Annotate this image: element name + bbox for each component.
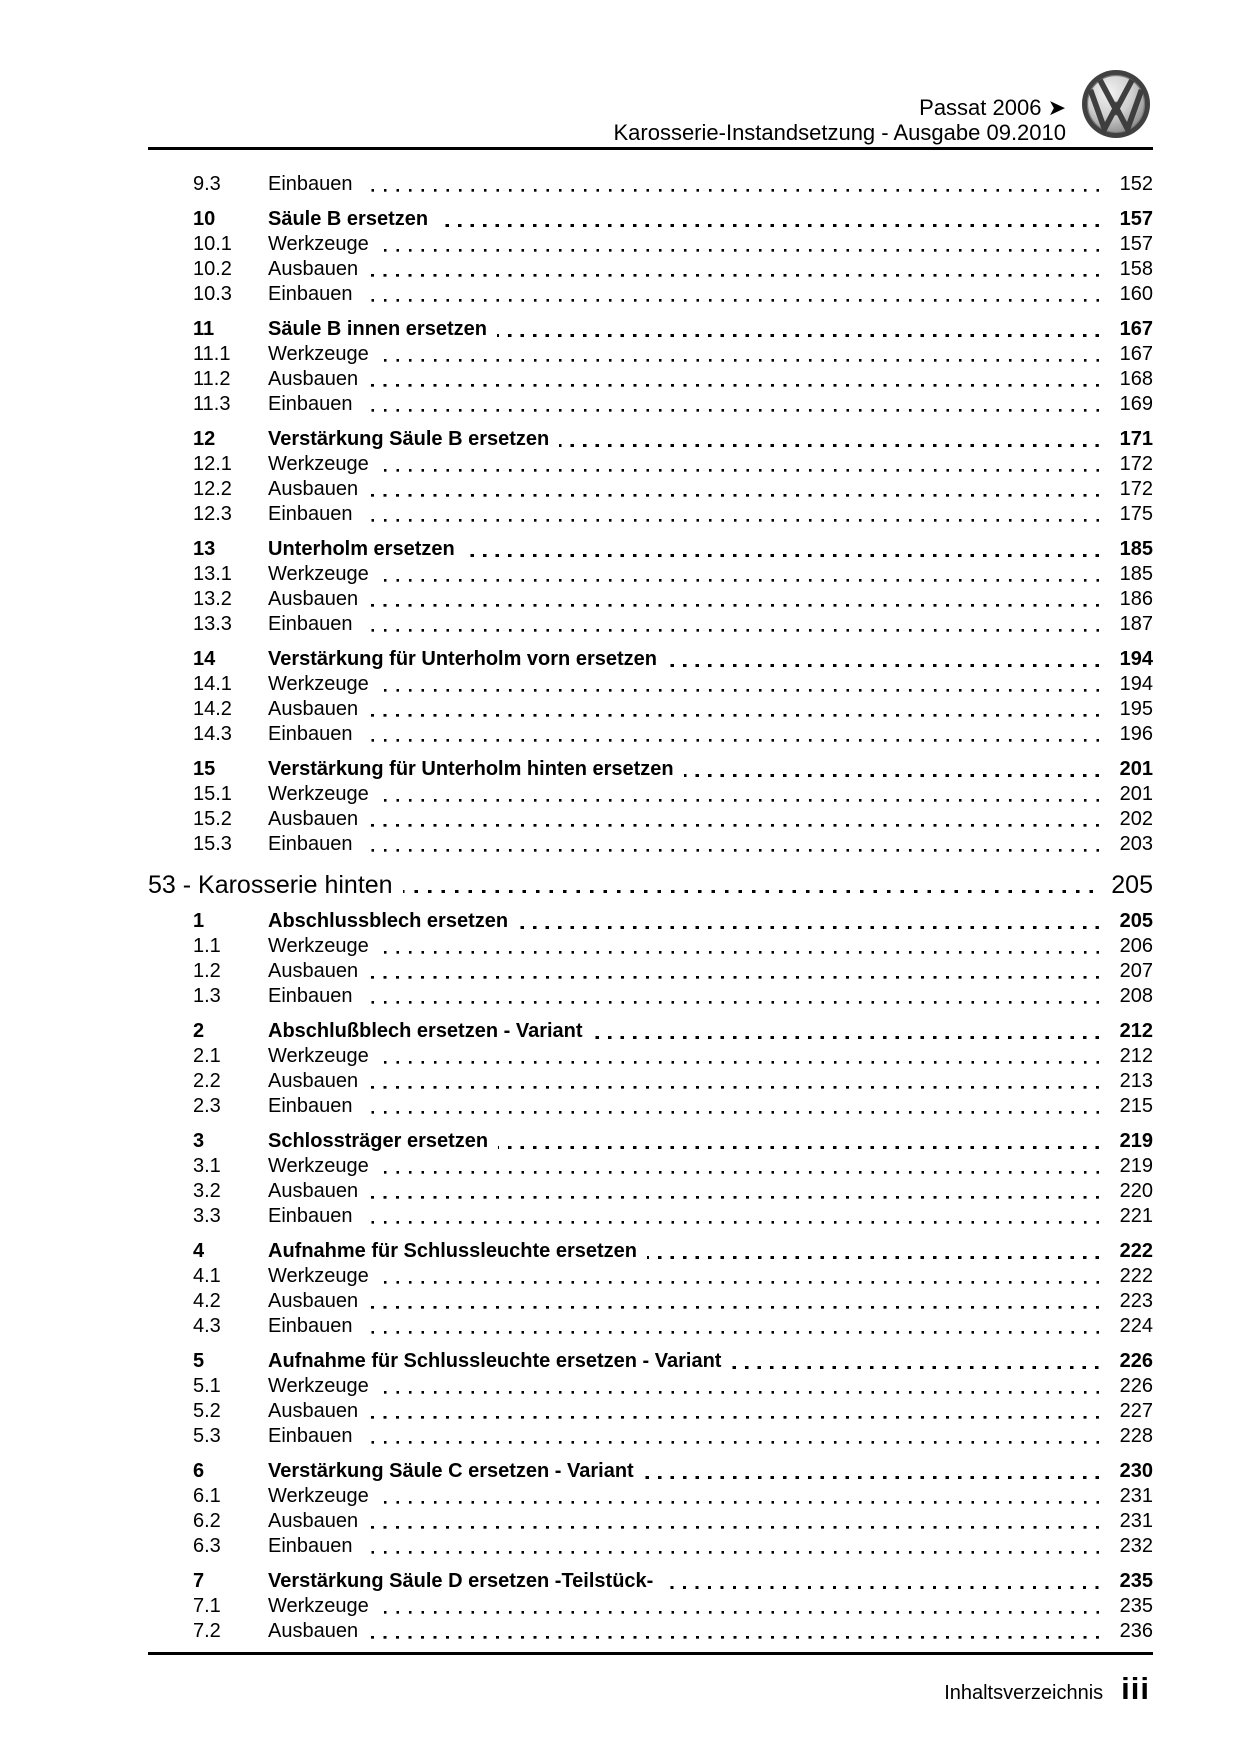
dot-leader: [379, 1484, 1099, 1509]
dot-leader: [363, 392, 1099, 417]
dot-leader: [368, 587, 1099, 612]
toc-entry-label: Werkzeuge: [268, 563, 369, 585]
toc-row: [148, 562, 1153, 587]
toc-row: [148, 282, 1153, 307]
toc-entry-page: 175: [1119, 503, 1153, 525]
dot-leader: [379, 1594, 1099, 1619]
toc-entry-label: Ausbauen: [268, 1180, 359, 1202]
toc-row: [148, 612, 1153, 637]
toc-entry-label: Werkzeuge: [268, 673, 369, 695]
toc-entry-page: 171: [1119, 428, 1153, 450]
toc-row: [148, 722, 1153, 747]
toc-row: [148, 452, 1153, 477]
toc-row: [148, 587, 1153, 612]
toc-entry-page: 201: [1119, 783, 1153, 805]
dot-leader: [379, 1264, 1099, 1289]
toc-entry-number: 12: [193, 428, 216, 450]
toc-entry-page: 208: [1119, 985, 1153, 1007]
toc-row: [148, 1094, 1153, 1119]
toc-entry-page: 220: [1119, 1180, 1153, 1202]
toc-entry-page: 172: [1119, 478, 1153, 500]
toc-row: [148, 1399, 1153, 1424]
toc-entry-page: 228: [1119, 1425, 1153, 1447]
header-subject-title: Karosserie-Instandsetzung - Ausgabe 09.2010: [613, 120, 1066, 145]
toc-entry-number: 4.1: [193, 1265, 221, 1287]
toc-entry-number: 3: [193, 1130, 205, 1152]
toc-entry-label: Ausbauen: [268, 698, 359, 720]
toc-entry-number: 7.2: [193, 1620, 221, 1642]
toc-entry-page: 157: [1119, 208, 1153, 230]
toc-entry-page: 215: [1119, 1095, 1153, 1117]
toc-row: [148, 1619, 1153, 1644]
toc-entry-number: 12.1: [193, 453, 232, 475]
toc-entry-label: Einbauen: [268, 1315, 353, 1337]
toc-entry-number: 9.3: [193, 173, 221, 195]
dot-leader: [368, 367, 1099, 392]
toc-entry-page: 224: [1119, 1315, 1153, 1337]
toc-entry-number: 7.1: [193, 1595, 221, 1617]
dot-leader: [667, 647, 1099, 672]
toc-row: [148, 672, 1153, 697]
toc-entry-number: 4.2: [193, 1290, 221, 1312]
dot-leader: [363, 722, 1099, 747]
toc-entry-label: Ausbauen: [268, 1400, 359, 1422]
dot-leader: [368, 477, 1099, 502]
toc-entry-number: 6.1: [193, 1485, 221, 1507]
toc-row: [148, 317, 1153, 342]
toc-entry-number: 14: [193, 648, 216, 670]
toc-entry-label: Ausbauen: [268, 1290, 359, 1312]
toc-entry-label: Ausbauen: [268, 960, 359, 982]
toc-row: [148, 1019, 1153, 1044]
toc-entry-page: 226: [1119, 1350, 1153, 1372]
dot-leader: [647, 1239, 1099, 1264]
toc-entry-label: Einbauen: [268, 283, 353, 305]
dot-leader: [593, 1019, 1099, 1044]
toc-entry-number: 13.3: [193, 613, 232, 635]
dot-leader: [363, 1424, 1099, 1449]
toc-entry-label: Aufnahme für Schlussleuchte ersetzen: [268, 1240, 637, 1262]
toc-entry-number: 13.1: [193, 563, 232, 585]
toc-entry-page: 205: [1111, 871, 1153, 899]
toc-entry-page: 160: [1119, 283, 1153, 305]
toc-entry-page: 158: [1119, 258, 1153, 280]
toc-entry-number: 15.1: [193, 783, 232, 805]
toc-entry-label: Werkzeuge: [268, 1265, 369, 1287]
toc-entry-page: 207: [1119, 960, 1153, 982]
toc-row: [148, 1594, 1153, 1619]
toc-entry-page: 167: [1119, 343, 1153, 365]
toc-entry-page: 222: [1119, 1240, 1153, 1262]
toc-entry-page: 232: [1119, 1535, 1153, 1557]
toc-entry-label: Einbauen: [268, 173, 353, 195]
toc-entry-number: 6.3: [193, 1535, 221, 1557]
toc-row: [148, 782, 1153, 807]
dot-leader: [368, 1399, 1099, 1424]
toc-row: [148, 1264, 1153, 1289]
toc-entry-page: 213: [1119, 1070, 1153, 1092]
toc-entry-number: 11: [193, 318, 215, 340]
vw-logo-icon: [1081, 69, 1151, 139]
toc-entry-number: 11.3: [193, 393, 231, 415]
toc-entry-number: 14.2: [193, 698, 232, 720]
toc-entry-page: 206: [1119, 935, 1153, 957]
toc-entry-label: Einbauen: [268, 985, 353, 1007]
toc-entry-number: 15.2: [193, 808, 232, 830]
toc-entry-number: 14.3: [193, 723, 232, 745]
toc-entry-number: 12.2: [193, 478, 232, 500]
footer-page-number: iii: [1121, 1671, 1150, 1706]
toc-row: [148, 1204, 1153, 1229]
dot-leader: [559, 427, 1099, 452]
dot-leader: [663, 1569, 1099, 1594]
dot-leader: [644, 1459, 1099, 1484]
toc-row: [148, 537, 1153, 562]
toc-row: [148, 1314, 1153, 1339]
toc-entry-number: 7: [193, 1570, 205, 1592]
dot-leader: [363, 612, 1099, 637]
dot-leader: [368, 1069, 1099, 1094]
toc-entry-label: Einbauen: [268, 393, 353, 415]
toc-entry-number: 2.2: [193, 1070, 221, 1092]
toc-row: [148, 427, 1153, 452]
toc-entry-page: 185: [1119, 563, 1153, 585]
toc-entry-page: 222: [1119, 1265, 1153, 1287]
toc-row: [148, 477, 1153, 502]
toc-entry-page: 201: [1119, 758, 1153, 780]
toc-entry-page: 169: [1119, 393, 1153, 415]
dot-leader: [379, 452, 1099, 477]
toc-row: [148, 807, 1153, 832]
toc-entry-page: 205: [1119, 910, 1153, 932]
toc-entry-page: 172: [1119, 453, 1153, 475]
toc-entry-label: Verstärkung für Unterholm vorn ersetzen: [268, 648, 657, 670]
dot-leader: [379, 934, 1099, 959]
toc-entry-label: Einbauen: [268, 723, 353, 745]
toc-entry-number: 5: [193, 1350, 205, 1372]
toc-row: [148, 984, 1153, 1009]
toc-entry-label: Einbauen: [268, 613, 353, 635]
dot-leader: [684, 757, 1099, 782]
toc-entry-label: Einbauen: [268, 503, 353, 525]
toc-entry-page: 235: [1119, 1595, 1153, 1617]
toc-entry-number: 11.1: [193, 343, 231, 365]
toc-row: [148, 871, 1153, 899]
toc-row: [148, 1179, 1153, 1204]
toc-entry-number: 11.2: [193, 368, 231, 390]
toc-row: [148, 502, 1153, 527]
dot-leader: [379, 562, 1099, 587]
footer-section-label: Inhaltsverzeichnis: [944, 1682, 1104, 1704]
toc-entry-number: 13.2: [193, 588, 232, 610]
toc-row: [148, 909, 1153, 934]
dot-leader: [368, 807, 1099, 832]
toc-entry-number: 2.1: [193, 1045, 221, 1067]
toc-entry-label: Einbauen: [268, 1425, 353, 1447]
dot-leader: [379, 342, 1099, 367]
toc-entry-label: Werkzeuge: [268, 1375, 369, 1397]
toc-entry-number: 3.3: [193, 1205, 221, 1227]
toc-entry-page: 235: [1119, 1570, 1153, 1592]
toc-row: [148, 1044, 1153, 1069]
toc-row: [148, 647, 1153, 672]
toc-entry-label: Säule B innen ersetzen: [268, 318, 487, 340]
toc-entry-number: 15: [193, 758, 216, 780]
dot-leader: [368, 257, 1099, 282]
dot-leader: [363, 832, 1099, 857]
toc-entry-page: 202: [1119, 808, 1153, 830]
page-header: [148, 0, 1153, 147]
toc-row: [148, 1459, 1153, 1484]
toc-entry-page: 194: [1119, 673, 1153, 695]
toc-entry-page: 196: [1119, 723, 1153, 745]
toc-row: [148, 1129, 1153, 1154]
toc-entry-label: Werkzeuge: [268, 343, 369, 365]
dot-leader: [379, 672, 1099, 697]
toc-entry-label: Abschlußblech ersetzen - Variant: [268, 1020, 583, 1042]
toc-row: [148, 207, 1153, 232]
toc-entry-label: Ausbauen: [268, 1510, 359, 1532]
toc-entry-label: Ausbauen: [268, 258, 359, 280]
toc-row: [148, 1484, 1153, 1509]
toc-entry-number: 12.3: [193, 503, 232, 525]
toc-row: [148, 342, 1153, 367]
toc-entry-label: Ausbauen: [268, 1070, 359, 1092]
toc-entry-label: Verstärkung Säule D ersetzen -Teilstück-: [268, 1570, 654, 1592]
header-model-title: Passat 2006 ➤: [919, 95, 1066, 120]
toc-entry-number: 6.2: [193, 1510, 221, 1532]
toc-row: [148, 1509, 1153, 1534]
toc-entry-label: Ausbauen: [268, 368, 359, 390]
toc-entry-page: 157: [1119, 233, 1153, 255]
toc-row: [148, 1569, 1153, 1594]
toc-entry-label: Einbauen: [268, 833, 353, 855]
toc-entry-label: Ausbauen: [268, 1620, 359, 1642]
toc-entry-label: Werkzeuge: [268, 783, 369, 805]
toc-row: [148, 959, 1153, 984]
toc-entry-number: 4.3: [193, 1315, 221, 1337]
toc-row: [148, 1289, 1153, 1314]
toc-entry-page: 236: [1119, 1620, 1153, 1642]
toc-entry-page: 230: [1119, 1460, 1153, 1482]
toc-entry-label: Verstärkung für Unterholm hinten ersetzen: [268, 758, 674, 780]
dot-leader: [379, 1154, 1099, 1179]
toc-row: [148, 172, 1153, 197]
dot-leader: [363, 1314, 1099, 1339]
toc-entry-label: 53 - Karosserie hinten: [148, 871, 393, 899]
toc-row: [148, 1154, 1153, 1179]
dot-leader: [497, 317, 1099, 342]
dot-leader: [368, 1509, 1099, 1534]
dot-leader: [363, 1534, 1099, 1559]
toc-entry-number: 6: [193, 1460, 205, 1482]
toc-entry-label: Ausbauen: [268, 478, 359, 500]
toc-entry-page: 187: [1119, 613, 1153, 635]
toc-row: [148, 1349, 1153, 1374]
toc-entry-page: 223: [1119, 1290, 1153, 1312]
dot-leader: [368, 697, 1099, 722]
dot-leader: [379, 1374, 1099, 1399]
toc-entry-page: 231: [1119, 1510, 1153, 1532]
toc-entry-label: Werkzeuge: [268, 1155, 369, 1177]
toc-entry-number: 2: [193, 1020, 205, 1042]
toc-entry-number: 5.2: [193, 1400, 221, 1422]
toc-row: [148, 392, 1153, 417]
toc-entry-page: 195: [1119, 698, 1153, 720]
toc-entry-number: 10.2: [193, 258, 232, 280]
toc-entry-page: 219: [1119, 1130, 1153, 1152]
toc-entry-label: Einbauen: [268, 1535, 353, 1557]
toc-entry-label: Werkzeuge: [268, 1485, 369, 1507]
dot-leader: [368, 1619, 1099, 1644]
toc-entry-page: 186: [1119, 588, 1153, 610]
toc-entry-page: 203: [1119, 833, 1153, 855]
toc-entry-label: Abschlussblech ersetzen: [268, 910, 509, 932]
toc-entry-number: 3.1: [193, 1155, 221, 1177]
toc-entry-page: 185: [1119, 538, 1153, 560]
toc-entry-page: 168: [1119, 368, 1153, 390]
toc-entry-number: 5.1: [193, 1375, 221, 1397]
page-footer: [148, 1655, 1153, 1707]
dot-leader: [379, 1044, 1099, 1069]
toc-row: [148, 1239, 1153, 1264]
dot-leader: [363, 502, 1099, 527]
toc-entry-label: Werkzeuge: [268, 453, 369, 475]
toc-entry-number: 15.3: [193, 833, 232, 855]
toc-entry-number: 1.3: [193, 985, 221, 1007]
toc-entry-label: Werkzeuge: [268, 1045, 369, 1067]
toc-entry-page: 212: [1119, 1045, 1153, 1067]
toc-row: [148, 1374, 1153, 1399]
toc-row: [148, 232, 1153, 257]
toc-row: [148, 257, 1153, 282]
dot-leader: [379, 782, 1099, 807]
toc-entry-number: 4: [193, 1240, 205, 1262]
toc-entry-page: 194: [1119, 648, 1153, 670]
dot-leader: [498, 1129, 1099, 1154]
dot-leader: [368, 1179, 1099, 1204]
toc-entry-page: 152: [1119, 173, 1153, 195]
dot-leader: [518, 909, 1099, 934]
toc-entry-label: Werkzeuge: [268, 1595, 369, 1617]
toc-row: [148, 934, 1153, 959]
toc-entry-label: Schlossträger ersetzen: [268, 1130, 489, 1152]
toc-entry-page: 219: [1119, 1155, 1153, 1177]
dot-leader: [363, 984, 1099, 1009]
toc-entry-number: 13: [193, 538, 216, 560]
toc-entry-label: Unterholm ersetzen: [268, 538, 455, 560]
toc-entry-label: Ausbauen: [268, 588, 359, 610]
toc-entry-number: 14.1: [193, 673, 232, 695]
toc-entry-number: 5.3: [193, 1425, 221, 1447]
toc-entry-number: 1.2: [193, 960, 221, 982]
dot-leader: [363, 172, 1099, 197]
toc-entry-number: 1.1: [193, 935, 221, 957]
dot-leader: [438, 207, 1099, 232]
dot-leader: [465, 537, 1099, 562]
toc-entry-number: 10: [193, 208, 216, 230]
toc-entry-number: 10.3: [193, 283, 232, 305]
dot-leader: [403, 871, 1093, 899]
toc-row: [148, 1424, 1153, 1449]
toc-entry-page: 221: [1119, 1205, 1153, 1227]
header-title: [613, 95, 1066, 145]
toc-entry-label: Verstärkung Säule C ersetzen - Variant: [268, 1460, 634, 1482]
toc-row: [148, 367, 1153, 392]
toc-entry-label: Werkzeuge: [268, 233, 369, 255]
dot-leader: [368, 959, 1099, 984]
dot-leader: [379, 232, 1099, 257]
dot-leader: [731, 1349, 1099, 1374]
toc-row: [148, 757, 1153, 782]
toc-entry-label: Aufnahme für Schlussleuchte ersetzen - Variant: [268, 1350, 722, 1372]
toc-entry-page: 227: [1119, 1400, 1153, 1422]
dot-leader: [363, 1204, 1099, 1229]
toc-entry-page: 226: [1119, 1375, 1153, 1397]
toc-row: [148, 1534, 1153, 1559]
toc-row: [148, 697, 1153, 722]
toc-row: [148, 1069, 1153, 1094]
toc-entry-label: Ausbauen: [268, 808, 359, 830]
dot-leader: [368, 1289, 1099, 1314]
toc-entry-number: 2.3: [193, 1095, 221, 1117]
toc-entry-label: Einbauen: [268, 1205, 353, 1227]
toc-entry-label: Säule B ersetzen: [268, 208, 429, 230]
toc-entry-label: Werkzeuge: [268, 935, 369, 957]
toc-entry-number: 1: [193, 910, 205, 932]
toc-entry-label: Verstärkung Säule B ersetzen: [268, 428, 550, 450]
toc-entry-label: Einbauen: [268, 1095, 353, 1117]
table-of-contents: [148, 150, 1153, 1644]
toc-entry-number: 10.1: [193, 233, 232, 255]
dot-leader: [363, 282, 1099, 307]
toc-entry-page: 231: [1119, 1485, 1153, 1507]
toc-entry-page: 212: [1119, 1020, 1153, 1042]
toc-entry-number: 3.2: [193, 1180, 221, 1202]
toc-row: [148, 832, 1153, 857]
dot-leader: [363, 1094, 1099, 1119]
toc-entry-page: 167: [1119, 318, 1153, 340]
